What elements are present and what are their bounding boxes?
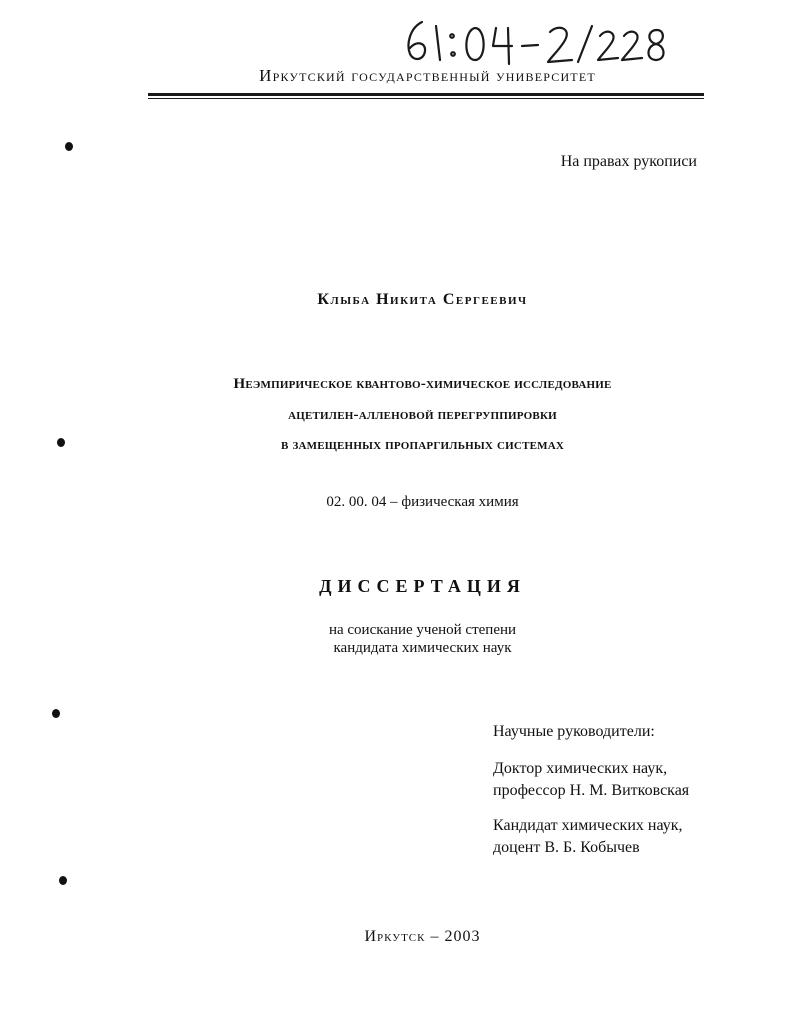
binder-hole-mark (52, 709, 60, 718)
binder-hole-mark (59, 876, 67, 885)
binder-hole-mark (57, 438, 65, 447)
thesis-title-line-2: ацетилен-алленовой перегруппировки (288, 407, 557, 423)
thesis-title-line-3: в замещенных пропаргильных системах (280, 437, 565, 453)
binder-hole-mark (65, 142, 73, 151)
handwritten-archive-number (400, 14, 670, 70)
supervisor-1-name: профессор Н. М. Витковская (493, 782, 690, 799)
header-rule-thick (148, 93, 704, 96)
degree-line-1: на соискание ученой степени (328, 622, 517, 638)
specialty-code: 02. 00. 04 – физическая химия (326, 494, 519, 510)
author-name: Клыба Никита Сергеевич (317, 291, 528, 308)
header-rule-thin (148, 98, 704, 99)
university-name: Иркутский государственный университет (259, 66, 596, 85)
supervisor-1-degree: Доктор химических наук, (493, 760, 668, 777)
supervisors-label: Научные руководители: (493, 723, 655, 740)
rights-note: На правах рукописи (560, 153, 697, 170)
supervisor-2-degree: Кандидат химических наук, (493, 817, 683, 834)
degree-line-2: кандидата химических наук (333, 640, 512, 656)
thesis-title-line-1: Неэмпирическое квантово-химическое исследование (233, 376, 612, 392)
supervisor-2-name: доцент В. Б. Кобычев (493, 839, 640, 856)
document-type: ДИССЕРТАЦИЯ (319, 576, 526, 596)
city-year: Иркутск – 2003 (364, 928, 481, 945)
